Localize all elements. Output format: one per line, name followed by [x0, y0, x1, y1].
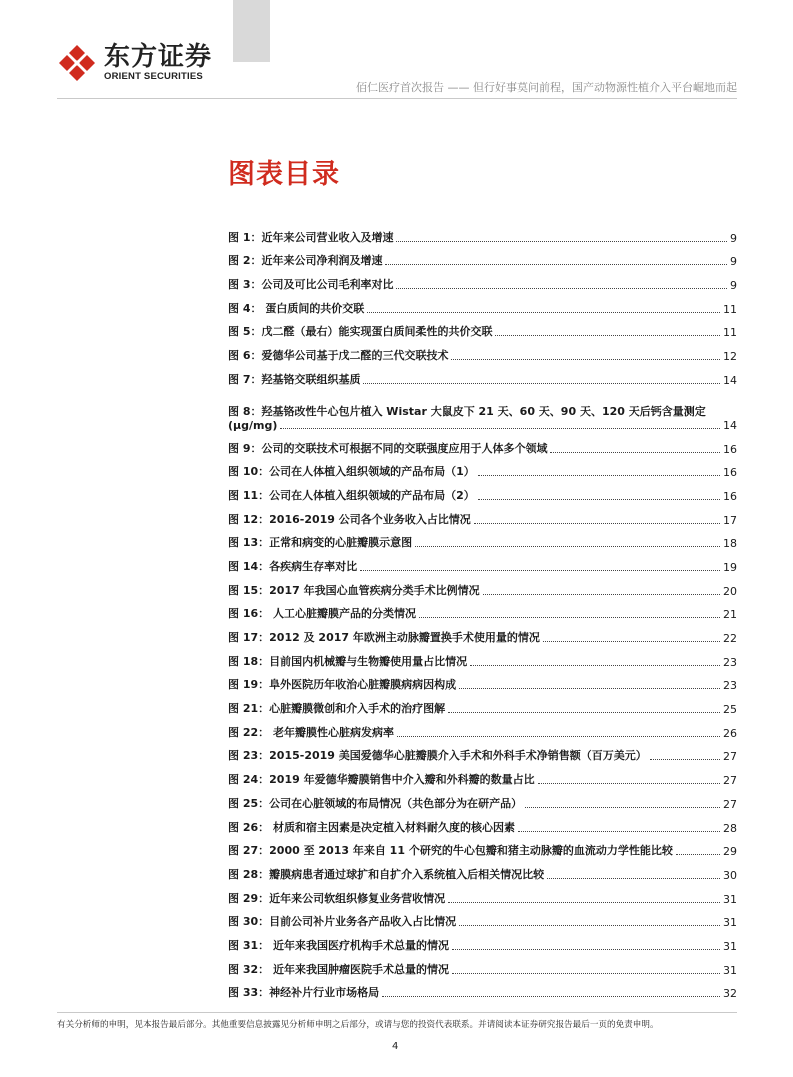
toc-leader-dots	[650, 759, 720, 760]
toc-leader-dots	[518, 831, 720, 832]
toc-leader-dots	[448, 902, 720, 903]
toc-entry[interactable]	[228, 598, 737, 622]
orient-securities-logo-icon	[57, 43, 97, 83]
toc-leader-dots	[538, 783, 720, 784]
toc-entry-page: 23	[723, 679, 737, 693]
toc-entry[interactable]	[228, 221, 737, 245]
toc-leader-dots	[363, 383, 720, 384]
toc-entry-page: 17	[723, 513, 737, 527]
toc-entry-title: 图 15：2017 年我国心血管疾病分类手术比例情况	[228, 583, 480, 597]
toc-entry-title: 图 17：2012 及 2017 年欧洲主动脉瓣置换手术使用量的情况	[228, 631, 540, 644]
toc-leader-dots	[478, 499, 720, 500]
footer-divider	[57, 1012, 737, 1013]
toc-entry[interactable]	[228, 882, 737, 906]
toc-entry-title: 图 19：阜外医院历年收治心脏瓣膜病病因构成	[228, 678, 457, 692]
toc-entry-page: 12	[723, 350, 737, 364]
toc-leader-dots	[474, 523, 720, 524]
toc-leader-dots	[448, 712, 720, 713]
toc-entry-title: 图 18：目前国内机械瓣与生物瓣使用量占比情况	[228, 654, 468, 668]
toc-entry[interactable]	[228, 387, 737, 432]
toc-entry-page: 19	[723, 560, 737, 574]
toc-leader-dots	[483, 594, 720, 595]
toc-leader-dots	[397, 736, 720, 737]
footer-disclaimer: 有关分析师的申明，见本报告最后部分。其他重要信息披露见分析师申明之后部分，或请与您的投资代表联系。并请阅读本证券研究报告最后一页的免责申明。	[57, 1020, 659, 1030]
toc-entry[interactable]	[228, 787, 737, 811]
toc-leader-dots	[396, 288, 727, 289]
toc-entry-page: 14	[723, 418, 737, 432]
toc-entry-page: 31	[723, 939, 737, 953]
toc-entry-page: 21	[723, 608, 737, 622]
page-number: 4	[392, 1041, 399, 1052]
toc-entry-title: 图 25：公司在心脏领域的布局情况（共色部分为在研产品）	[228, 796, 523, 810]
toc-leader-dots	[470, 665, 720, 666]
toc-entry-title: 图 11：公司在人体植入组织领域的产品布局（2）	[228, 488, 475, 502]
logo-english-name: ORIENT SECURITIES	[104, 71, 203, 82]
toc-entry[interactable]	[228, 479, 737, 503]
toc-leader-dots	[478, 475, 720, 476]
toc-leader-dots	[360, 570, 720, 571]
toc-entry[interactable]	[228, 716, 737, 740]
toc-leader-dots	[415, 546, 720, 547]
toc-entry-page: 27	[723, 797, 737, 811]
toc-entry-title: 图 32： 近年来我国肿瘤医院手术总量的情况	[228, 962, 449, 976]
toc-entry[interactable]	[228, 645, 737, 669]
toc-entry[interactable]	[228, 245, 737, 269]
toc-entry-title: 图 31： 近年来我国医疗机构手术总量的情况	[228, 938, 449, 952]
page-title: 图表目录	[228, 159, 340, 190]
toc-entry[interactable]	[228, 669, 737, 693]
toc-entry[interactable]	[228, 858, 737, 882]
toc-entry-title: 图 28：瓣膜病患者通过球扩和自扩介入系统植入后相关情况比较	[228, 867, 545, 881]
toc-leader-dots	[459, 688, 720, 689]
toc-entry[interactable]	[228, 292, 737, 316]
toc-entry-title: 图 10：公司在人体植入组织领域的产品布局（1）	[228, 465, 475, 479]
toc-leader-dots	[382, 996, 720, 997]
toc-leader-dots	[525, 807, 720, 808]
logo-chinese-name: 东方证券	[104, 42, 213, 72]
toc-entry-title: 图 7：羟基铬交联组织基质	[228, 372, 361, 386]
header-decoration-bar	[233, 0, 270, 62]
toc-entry-page: 30	[723, 868, 737, 882]
header-divider	[57, 98, 737, 99]
toc-entry-page: 31	[723, 963, 737, 977]
toc-entry-title: 图 2：近年来公司净利润及增速	[228, 254, 383, 268]
toc-entry[interactable]	[228, 363, 737, 387]
toc-entry-title: 图 4： 蛋白质间的共价交联	[228, 301, 365, 315]
toc-entry[interactable]	[228, 268, 737, 292]
toc-entry-title: 图 26： 材质和宿主因素是决定植入材料耐久度的核心因素	[228, 820, 515, 834]
toc-entry-page: 9	[730, 255, 737, 269]
report-header-title: 佰仁医疗首次报告 —— 但行好事莫问前程，国产动物源性植介入平台崛地而起	[356, 81, 737, 94]
toc-entry-page: 11	[723, 302, 737, 316]
toc-entry-page: 31	[723, 892, 737, 906]
toc-entry-title: 图 24：2019 年爱德华瓣膜销售中介入瓣和外科瓣的数量占比	[228, 773, 535, 787]
toc-leader-dots	[676, 854, 720, 855]
toc-leader-dots	[452, 973, 720, 974]
toc-entry-page: 16	[723, 466, 737, 480]
toc-entry-page: 16	[723, 489, 737, 503]
toc-entry-page: 28	[723, 821, 737, 835]
toc-entry[interactable]	[228, 811, 737, 835]
toc-entry[interactable]	[228, 503, 737, 527]
toc-leader-dots	[367, 312, 720, 313]
toc-entry-page: 31	[723, 916, 737, 930]
toc-entry[interactable]	[228, 906, 737, 930]
toc-entry-page: 22	[723, 632, 737, 645]
toc-entry-title: 图 6：爱德华公司基于戊二醛的三代交联技术	[228, 349, 449, 363]
toc-entry-title: 图 29：近年来公司软组织修复业务营收情况	[228, 891, 446, 905]
toc-entry[interactable]	[228, 763, 737, 787]
toc-entry-page: 32	[723, 987, 737, 1001]
toc-entry[interactable]	[228, 550, 737, 574]
toc-entry-page: 9	[730, 231, 737, 245]
toc-entry-page: 20	[723, 584, 737, 598]
toc-entry[interactable]	[228, 456, 737, 480]
toc-entry[interactable]	[228, 432, 737, 456]
toc-entry[interactable]	[228, 835, 737, 859]
toc-entry-title: 图 5：戊二醛（最右）能实现蛋白质间柔性的共价交联	[228, 325, 493, 339]
toc-entry[interactable]	[228, 316, 737, 340]
toc-entry[interactable]	[228, 339, 737, 363]
toc-entry-title: 图 1：近年来公司营业收入及增速	[228, 230, 394, 244]
toc-entry-page: 16	[723, 442, 737, 456]
toc-entry-title: 图 22： 老年瓣膜性心脏病发病率	[228, 725, 394, 739]
toc-entry-title: 图 23：2015-2019 美国爱德华心脏瓣膜介入手术和外科手术净销售额（百万美元）	[228, 749, 647, 763]
toc-entry-title: 图 27：2000 至 2013 年来自 11 个研究的牛心包瓣和猪主动脉瓣的血流动力学性能比较	[228, 844, 673, 858]
toc-entry-title: 图 16： 人工心脏瓣膜产品的分类情况	[228, 607, 416, 621]
toc-entry-page: 25	[723, 703, 737, 717]
toc-entry-title: 图 33：神经补片行业市场格局	[228, 986, 380, 1000]
logo	[57, 41, 212, 85]
toc-leader-dots	[280, 428, 720, 429]
toc-entry[interactable]	[228, 740, 737, 764]
toc-entry[interactable]	[228, 977, 737, 1001]
toc-entry-page: 9	[730, 279, 737, 293]
toc-entry[interactable]	[228, 692, 737, 716]
table-of-figures	[228, 221, 737, 1000]
toc-entry-title: 图 13：正常和病变的心脏瓣膜示意图	[228, 536, 413, 550]
toc-entry-page: 26	[723, 726, 737, 740]
toc-entry[interactable]	[228, 621, 737, 645]
toc-leader-dots	[547, 878, 720, 879]
toc-entry-page: 18	[723, 537, 737, 551]
toc-entry-title: 图 21：心脏瓣膜微创和介入手术的治疗图解	[228, 702, 446, 716]
toc-entry-title: 图 14：各疾病生存率对比	[228, 559, 358, 573]
toc-entry-title: 图 30：目前公司补片业务各产品收入占比情况	[228, 915, 457, 929]
toc-leader-dots	[550, 452, 720, 453]
toc-entry-title-continued: (μg/mg)	[228, 418, 278, 432]
toc-entry[interactable]	[228, 953, 737, 977]
toc-leader-dots	[396, 241, 727, 242]
toc-leader-dots	[452, 949, 720, 950]
toc-entry-title: 图 12：2016-2019 公司各个业务收入占比情况	[228, 512, 471, 526]
toc-entry[interactable]	[228, 574, 737, 598]
toc-entry-page: 11	[723, 326, 737, 340]
toc-entry-page: 27	[723, 774, 737, 788]
toc-leader-dots	[495, 335, 720, 336]
toc-entry-title: 图 3：公司及可比公司毛利率对比	[228, 278, 394, 292]
toc-leader-dots	[419, 617, 720, 618]
toc-leader-dots	[459, 925, 720, 926]
toc-entry-title: 图 9：公司的交联技术可根据不同的交联强度应用于人体多个领域	[228, 441, 548, 455]
toc-entry-page: 14	[723, 373, 737, 387]
toc-leader-dots	[385, 264, 727, 265]
toc-leader-dots	[543, 641, 720, 642]
toc-entry[interactable]	[228, 527, 737, 551]
toc-entry[interactable]	[228, 929, 737, 953]
toc-entry-page: 27	[723, 750, 737, 764]
toc-entry-page: 23	[723, 655, 737, 669]
toc-leader-dots	[451, 359, 720, 360]
toc-entry-title: 图 8：羟基铬改性牛心包片植入 Wistar 大鼠皮下 21 天、60 天、90 天、120 天后钙含量测定	[228, 404, 706, 418]
toc-entry-page: 29	[723, 845, 737, 859]
